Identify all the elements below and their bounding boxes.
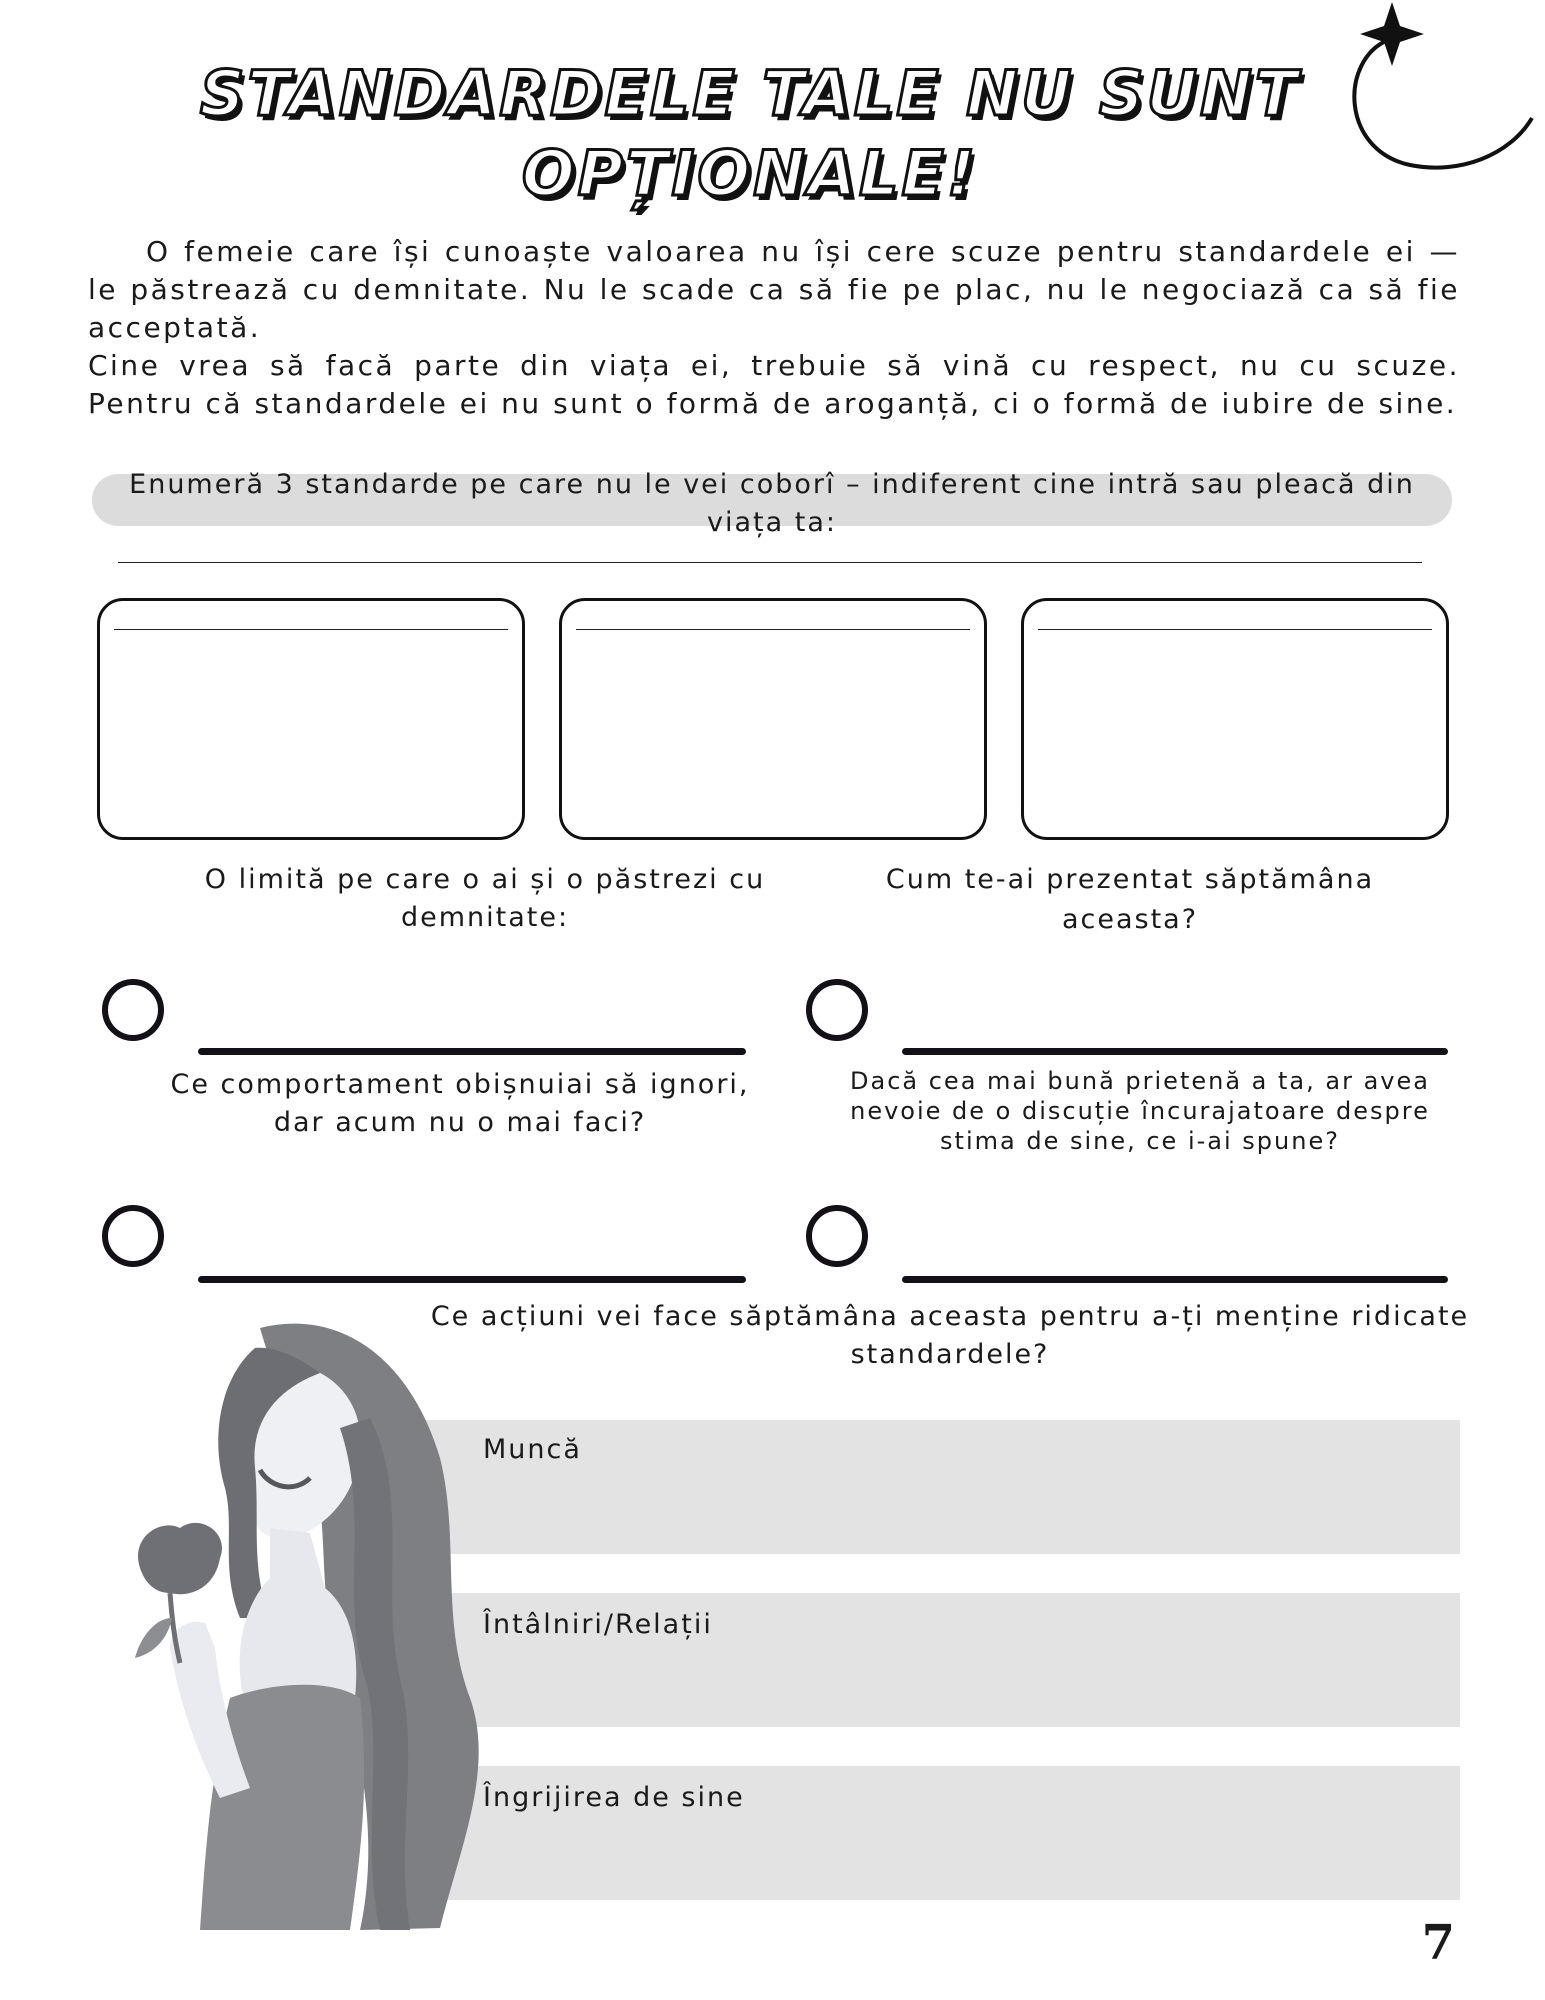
standards-divider bbox=[118, 562, 1422, 563]
answer-circle-2[interactable] bbox=[806, 979, 868, 1041]
answer-line-3[interactable] bbox=[198, 1276, 746, 1283]
answer-circle-1[interactable] bbox=[102, 979, 164, 1041]
category-label-selfcare: Îngrijirea de sine bbox=[483, 1782, 745, 1813]
question-presentation: Cum te-ai prezentat săptămâna aceasta? bbox=[885, 864, 1375, 935]
answer-line-1[interactable] bbox=[198, 1048, 746, 1055]
standards-prompt: Enumeră 3 standarde pe care nu le vei coborî – indiferent cine intră sau pleacă din viața ta: bbox=[129, 469, 1415, 538]
question-behavior: Ce comportament obișnuiai să ignori, dar acum nu o mai faci? bbox=[170, 1069, 750, 1138]
standard-box-2[interactable] bbox=[559, 598, 987, 840]
page-number: 7 bbox=[1421, 1915, 1455, 1971]
intro-paragraph-1: O femeie care își cunoaște valoarea nu își cere scuze pentru standardele ei — le păstrează cu demnitate. Nu le scade ca să fie pe plac, nu le negociază ca să fie acceptată. bbox=[88, 235, 1460, 344]
intro-text bbox=[88, 233, 1460, 423]
answer-circle-4[interactable] bbox=[806, 1205, 868, 1267]
question-limit: O limită pe care o ai și o păstrezi cu demnitate: bbox=[204, 864, 766, 933]
standard-box-3[interactable] bbox=[1021, 598, 1449, 840]
standard-box-1[interactable] bbox=[97, 598, 525, 840]
actions-prompt: Ce acțiuni vei face săptămâna aceasta pentru a-ți menține ridicate standardele? bbox=[430, 1301, 1470, 1370]
standard-box-3-line bbox=[1038, 629, 1432, 630]
answer-line-2[interactable] bbox=[902, 1048, 1448, 1055]
title-line-1: STANDARDELE TALE NU SUNT bbox=[199, 57, 1301, 130]
answer-circle-3[interactable] bbox=[102, 1205, 164, 1267]
category-label-relationships: Întâlniri/Relații bbox=[483, 1609, 713, 1640]
star-swoosh-decoration bbox=[1320, 0, 1545, 180]
page-title bbox=[180, 54, 1320, 214]
standard-box-2-line bbox=[576, 629, 970, 630]
question-best-friend: Dacă cea mai bună prietenă a ta, ar avea nevoie de o discuție încurajatoare despre stima de sine, ce i-ai spune? bbox=[850, 1067, 1430, 1155]
title-line-2: OPȚIONALE! bbox=[521, 137, 979, 210]
standard-box-1-line bbox=[114, 629, 508, 630]
category-label-work: Muncă bbox=[483, 1434, 582, 1465]
woman-with-rose-illustration bbox=[110, 1318, 500, 1930]
intro-paragraph-2: Cine vrea să facă parte din viața ei, trebuie să vină cu respect, nu cu scuze. Pentru că standardele ei nu sunt o formă de aroganță, ci o formă de iubire de sine. bbox=[88, 349, 1460, 420]
answer-line-4[interactable] bbox=[902, 1276, 1448, 1283]
